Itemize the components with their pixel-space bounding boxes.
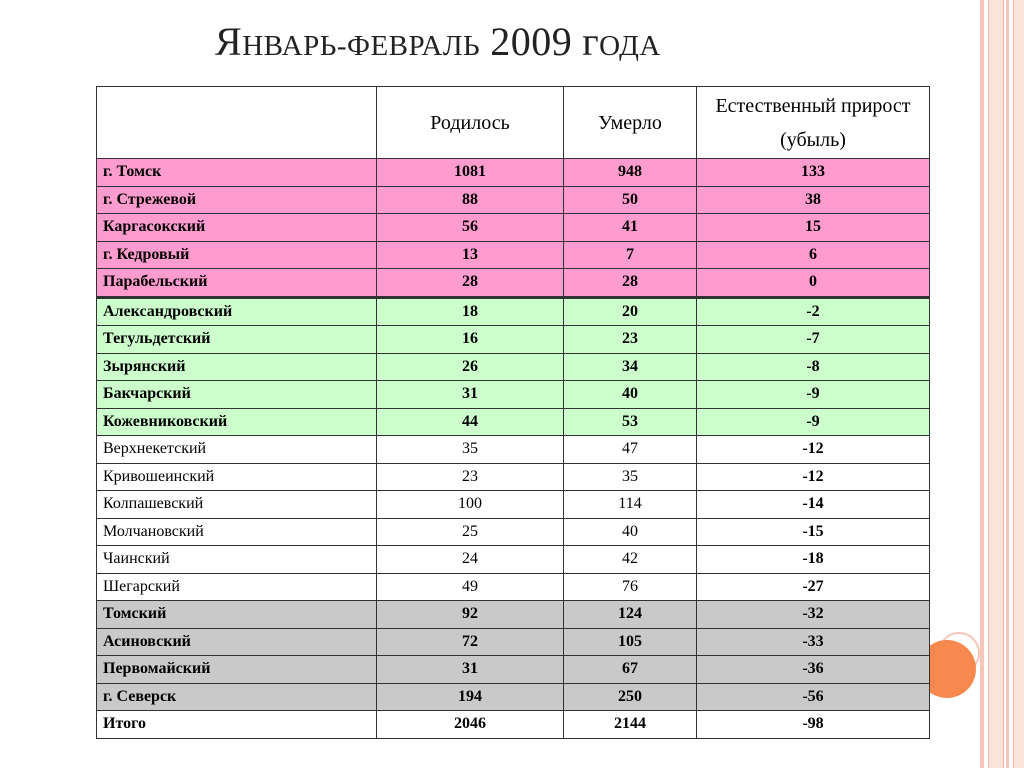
table-row — [97, 463, 930, 491]
row-died-cell: 42 — [564, 546, 697, 574]
row-died-cell: 40 — [564, 518, 697, 546]
table-row — [97, 214, 930, 242]
row-born-cell: 25 — [377, 518, 564, 546]
table-row — [97, 711, 930, 739]
row-name-cell: Шегарский — [97, 573, 377, 601]
table-row — [97, 353, 930, 381]
row-died-cell: 124 — [564, 601, 697, 629]
row-born-cell: 24 — [377, 546, 564, 574]
row-growth-cell: -8 — [697, 353, 930, 381]
row-name-cell: г. Томск — [97, 159, 377, 187]
row-name-cell: Колпашевский — [97, 491, 377, 519]
row-born-cell: 35 — [377, 436, 564, 464]
table-row — [97, 381, 930, 409]
header-born: Родилось — [377, 87, 564, 159]
row-born-cell: 44 — [377, 408, 564, 436]
row-name-cell: Тегульдетский — [97, 326, 377, 354]
decor-stripe-2 — [988, 0, 1004, 768]
row-born-cell: 26 — [377, 353, 564, 381]
row-name-cell: Первомайский — [97, 656, 377, 684]
table-row — [97, 269, 930, 298]
row-name-cell: Кривошеинский — [97, 463, 377, 491]
row-died-cell: 67 — [564, 656, 697, 684]
table-row — [97, 573, 930, 601]
table-header-row — [97, 87, 930, 159]
row-died-cell: 20 — [564, 297, 697, 326]
row-died-cell: 34 — [564, 353, 697, 381]
row-growth-cell: -7 — [697, 326, 930, 354]
table-row — [97, 628, 930, 656]
row-growth-cell: 6 — [697, 241, 930, 269]
row-growth-cell: -18 — [697, 546, 930, 574]
population-table — [96, 86, 930, 739]
row-name-cell: Асиновский — [97, 628, 377, 656]
row-growth-cell: -98 — [697, 711, 930, 739]
table-row — [97, 241, 930, 269]
row-died-cell: 105 — [564, 628, 697, 656]
row-growth-cell: -2 — [697, 297, 930, 326]
row-growth-cell: -27 — [697, 573, 930, 601]
row-growth-cell: -14 — [697, 491, 930, 519]
decor-stripe-1 — [980, 0, 984, 768]
header-empty-cell — [97, 87, 377, 159]
row-born-cell: 49 — [377, 573, 564, 601]
row-born-cell: 88 — [377, 186, 564, 214]
row-died-cell: 76 — [564, 573, 697, 601]
slide-title: ЯНВАРЬ-ФЕВРАЛЬ 2009 гОДА — [215, 19, 661, 64]
table-row — [97, 518, 930, 546]
table-row — [97, 656, 930, 684]
row-name-cell: Кожевниковский — [97, 408, 377, 436]
row-born-cell: 23 — [377, 463, 564, 491]
row-born-cell: 72 — [377, 628, 564, 656]
row-name-cell: Чаинский — [97, 546, 377, 574]
table-row — [97, 546, 930, 574]
row-growth-cell: -36 — [697, 656, 930, 684]
row-born-cell: 18 — [377, 297, 564, 326]
row-name-cell: Парабельский — [97, 269, 377, 298]
row-name-cell: г. Стрежевой — [97, 186, 377, 214]
row-died-cell: 47 — [564, 436, 697, 464]
row-growth-cell: -56 — [697, 683, 930, 711]
row-died-cell: 41 — [564, 214, 697, 242]
row-growth-cell: -12 — [697, 463, 930, 491]
row-name-cell: г. Северск — [97, 683, 377, 711]
table-row — [97, 297, 930, 326]
row-born-cell: 92 — [377, 601, 564, 629]
row-died-cell: 250 — [564, 683, 697, 711]
row-growth-cell: 15 — [697, 214, 930, 242]
row-growth-cell: -32 — [697, 601, 930, 629]
table-row — [97, 186, 930, 214]
table-row — [97, 159, 930, 187]
row-name-cell: Зырянский — [97, 353, 377, 381]
table-row — [97, 326, 930, 354]
row-born-cell: 13 — [377, 241, 564, 269]
row-born-cell: 56 — [377, 214, 564, 242]
decor-stripe-3 — [1006, 0, 1009, 768]
row-died-cell: 114 — [564, 491, 697, 519]
row-name-cell: Молчановский — [97, 518, 377, 546]
row-born-cell: 28 — [377, 269, 564, 298]
row-born-cell: 100 — [377, 491, 564, 519]
table-row — [97, 491, 930, 519]
row-growth-cell: -15 — [697, 518, 930, 546]
table-row — [97, 408, 930, 436]
row-died-cell: 50 — [564, 186, 697, 214]
row-name-cell: Александровский — [97, 297, 377, 326]
row-growth-cell: -12 — [697, 436, 930, 464]
row-born-cell: 2046 — [377, 711, 564, 739]
table-row — [97, 683, 930, 711]
row-name-cell: Верхнекетский — [97, 436, 377, 464]
row-died-cell: 948 — [564, 159, 697, 187]
row-growth-cell: 133 — [697, 159, 930, 187]
row-born-cell: 1081 — [377, 159, 564, 187]
row-growth-cell: -9 — [697, 381, 930, 409]
row-born-cell: 194 — [377, 683, 564, 711]
row-name-cell: Томский — [97, 601, 377, 629]
row-died-cell: 53 — [564, 408, 697, 436]
header-died: Умерло — [564, 87, 697, 159]
row-died-cell: 7 — [564, 241, 697, 269]
row-died-cell: 2144 — [564, 711, 697, 739]
row-died-cell: 23 — [564, 326, 697, 354]
row-born-cell: 31 — [377, 381, 564, 409]
row-growth-cell: -9 — [697, 408, 930, 436]
row-died-cell: 28 — [564, 269, 697, 298]
row-born-cell: 31 — [377, 656, 564, 684]
row-name-cell: Каргасокский — [97, 214, 377, 242]
row-growth-cell: 38 — [697, 186, 930, 214]
row-died-cell: 35 — [564, 463, 697, 491]
header-growth: Естественный прирост (убыль) — [697, 87, 930, 159]
table-row — [97, 436, 930, 464]
row-name-cell: г. Кедровый — [97, 241, 377, 269]
table-row — [97, 601, 930, 629]
row-name-cell: Итого — [97, 711, 377, 739]
row-growth-cell: 0 — [697, 269, 930, 298]
decor-stripe-4 — [1013, 0, 1024, 768]
row-born-cell: 16 — [377, 326, 564, 354]
row-growth-cell: -33 — [697, 628, 930, 656]
row-died-cell: 40 — [564, 381, 697, 409]
row-name-cell: Бакчарский — [97, 381, 377, 409]
